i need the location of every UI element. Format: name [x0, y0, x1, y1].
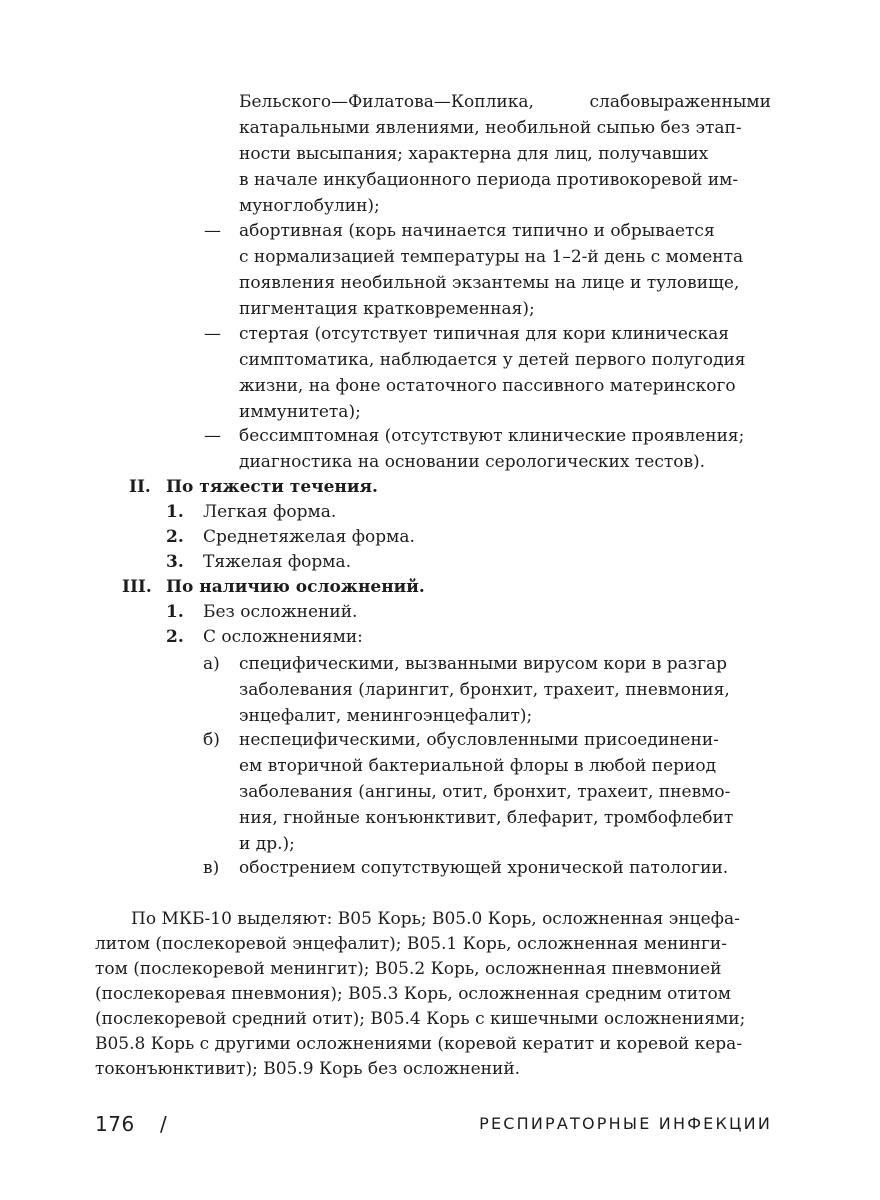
form-line: пигментация кратковременная);: [239, 299, 535, 319]
continuation-line: в начале инкубационного периода противокоревой им-: [239, 170, 739, 190]
icd-paragraph-line: токонъюнктивит); B05.9 Корь без осложнений.: [95, 1059, 521, 1079]
page-number: 176: [95, 1112, 135, 1136]
continuation-line-1-part-2: слабовыраженными: [589, 92, 771, 112]
sublist-line: и др.);: [239, 834, 295, 854]
list-item-text: Без осложнений.: [203, 602, 358, 622]
form-line: диагностика на основании серологических тестов).: [239, 452, 706, 472]
form-line: бессимптомная (отсутствуют клинические проявления;: [239, 426, 745, 446]
form-line: жизни, на фоне остаточного пассивного материнского: [239, 376, 736, 396]
sublist-line: заболевания (ангины, отит, бронхит, трахеит, пневмо-: [239, 782, 731, 802]
form-line: появления необильной экзантемы на лице и туловище,: [239, 273, 740, 293]
running-footer-title: РЕСПИРАТОРНЫЕ ИНФЕКЦИИ: [479, 1114, 772, 1133]
sublist-line: ния, гнойные конъюнктивит, блефарит, тромбофлебит: [239, 808, 734, 828]
dash-bullet: —: [204, 324, 221, 344]
list-item-text: Тяжелая форма.: [203, 552, 352, 572]
sublist-line: специфическими, вызванными вирусом кори в разгар: [239, 654, 728, 674]
continuation-line: муноглобулин);: [239, 196, 380, 216]
list-number: 2.: [166, 627, 184, 647]
list-number: 1.: [166, 502, 184, 522]
footer-separator: /: [160, 1112, 167, 1136]
sublist-line: заболевания (ларингит, бронхит, трахеит, пневмония,: [239, 680, 730, 700]
sublist-letter: б): [203, 730, 220, 750]
continuation-line-1: [239, 90, 771, 116]
section-heading: По тяжести течения.: [166, 477, 378, 497]
section-heading: По наличию осложнений.: [166, 577, 425, 597]
sublist-letter: а): [203, 654, 220, 674]
list-item-text: С осложнениями:: [203, 627, 363, 647]
list-number: 1.: [166, 602, 184, 622]
sublist-line: неспецифическими, обусловленными присоединени-: [239, 730, 719, 750]
continuation-line-1-part-1: Бельского—Филатова—Коплика,: [239, 92, 534, 112]
icd-paragraph-line: том (послекоревой менингит); B05.2 Корь, осложненная пневмонией: [95, 959, 722, 979]
form-line: иммунитета);: [239, 402, 361, 422]
form-line: стертая (отсутствует типичная для кори клиническая: [239, 324, 729, 344]
icd-paragraph-line: B05.8 Корь с другими осложнениями (коревой кератит и коревой кера-: [95, 1034, 743, 1054]
dash-bullet: —: [204, 221, 221, 241]
list-item-text: Среднетяжелая форма.: [203, 527, 415, 547]
sublist-letter: в): [203, 858, 220, 878]
icd-paragraph-line: литом (послекоревой энцефалит); B05.1 Корь, осложненная менинги-: [95, 934, 727, 954]
continuation-line: ности высыпания; характерна для лиц, получавших: [239, 144, 709, 164]
form-line: с нормализацией температуры на 1–2-й день с момента: [239, 247, 744, 267]
section-numeral: III.: [122, 577, 152, 597]
sublist-line: обострением сопутствующей хронической патологии.: [239, 858, 729, 878]
list-number: 2.: [166, 527, 184, 547]
icd-paragraph-line: По МКБ-10 выделяют: B05 Корь; B05.0 Корь, осложненная энцефа-: [131, 909, 740, 929]
dash-bullet: —: [204, 426, 221, 446]
list-item-text: Легкая форма.: [203, 502, 337, 522]
sublist-line: энцефалит, менингоэнцефалит);: [239, 706, 533, 726]
icd-paragraph-line: (послекоревая пневмония); B05.3 Корь, осложненная средним отитом: [95, 984, 731, 1004]
section-numeral: II.: [129, 477, 151, 497]
continuation-line: катаральными явлениями, необильной сыпью без этап-: [239, 118, 742, 138]
form-line: абортивная (корь начинается типично и обрывается: [239, 221, 715, 241]
list-number: 3.: [166, 552, 184, 572]
form-line: симптоматика, наблюдается у детей первого полугодия: [239, 350, 746, 370]
icd-paragraph-line: (послекоревой средний отит); B05.4 Корь с кишечными осложнениями;: [95, 1009, 746, 1029]
sublist-line: ем вторичной бактериальной флоры в любой период: [239, 756, 717, 776]
